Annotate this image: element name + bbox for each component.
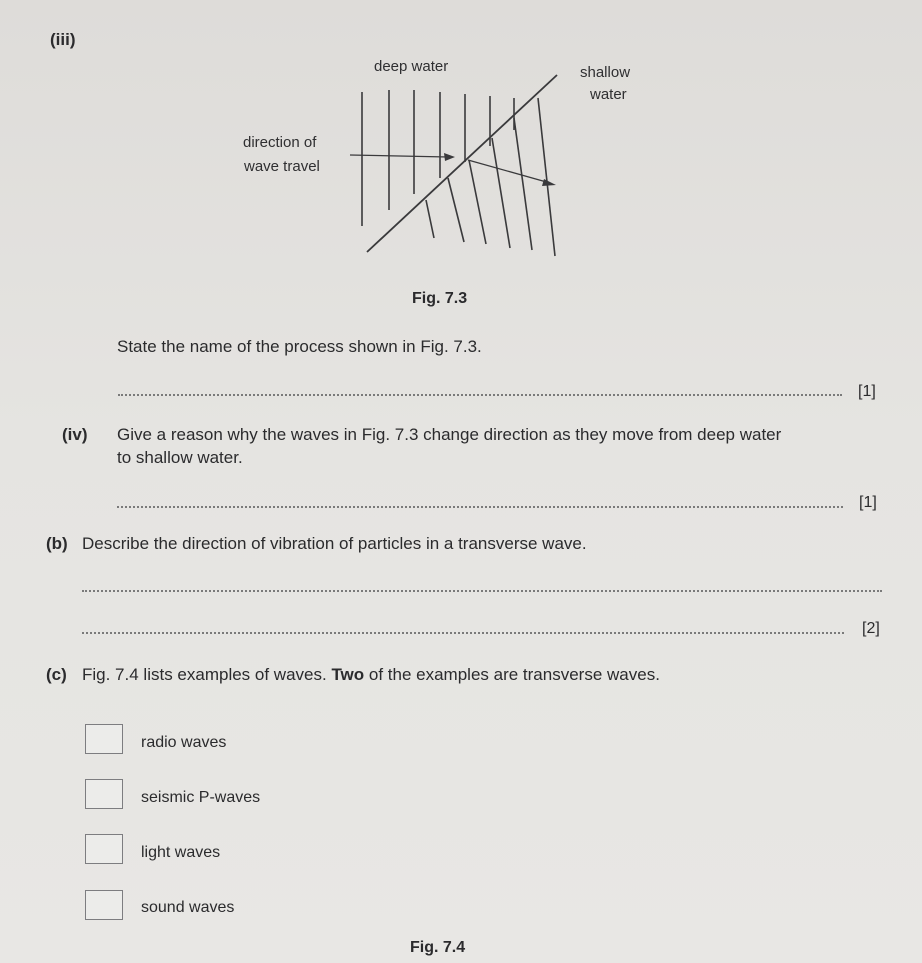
wavefront-shallow-1: [426, 200, 434, 238]
ray-refracted: [468, 160, 550, 183]
marks-iv: [1]: [859, 494, 877, 511]
label-direction-line2: wave travel: [244, 158, 320, 175]
arrowhead-shallow: [542, 179, 556, 186]
marks-iii: [1]: [858, 383, 876, 400]
question-number-iv: (iv): [62, 425, 88, 444]
question-iii-prompt: State the name of the process shown in Fig. 7.3.: [117, 337, 482, 356]
label-deep-water: deep water: [374, 58, 449, 75]
question-iv-prompt-line1: Give a reason why the waves in Fig. 7.3 change direction as they move from deep water: [117, 425, 782, 444]
label-direction-line1: direction of: [243, 134, 317, 151]
question-iv-prompt-line2: to shallow water.: [117, 448, 243, 467]
arrowhead-deep: [444, 153, 455, 161]
label-shallow-line2: water: [590, 86, 627, 103]
checkbox-radio-waves[interactable]: [85, 724, 123, 754]
wavefront-shallow-5: [514, 118, 532, 250]
option-label-sound-waves: sound waves: [141, 899, 235, 916]
checkbox-light-waves[interactable]: [85, 834, 123, 864]
question-c-prompt-after: of the examples are transverse waves.: [364, 665, 660, 684]
fig-7-4-caption: Fig. 7.4: [410, 939, 466, 956]
question-number-iii: (iii): [50, 30, 76, 49]
question-c-prompt-bold: Two: [331, 665, 365, 684]
checkbox-seismic-p-waves[interactable]: [85, 779, 123, 809]
ray-incident: [350, 155, 448, 157]
answer-line-b-2[interactable]: [82, 632, 844, 634]
wavefront-shallow-3: [469, 160, 486, 244]
option-label-light-waves: light waves: [141, 844, 221, 861]
option-label-radio-waves: radio waves: [141, 734, 227, 751]
fig-7-3-caption: Fig. 7.3: [412, 290, 468, 307]
question-number-c: (c): [46, 665, 67, 684]
checkbox-sound-waves[interactable]: [85, 890, 123, 920]
option-label-seismic-p-waves: seismic P-waves: [141, 789, 261, 806]
marks-b: [2]: [862, 620, 880, 637]
label-shallow-line1: shallow: [580, 64, 631, 81]
question-b-prompt: Describe the direction of vibration of particles in a transverse wave.: [82, 534, 587, 553]
question-c-prompt: [82, 664, 660, 686]
answer-line-b-1[interactable]: [82, 590, 882, 592]
wavefront-shallow-4: [492, 138, 510, 248]
answer-line-iv[interactable]: [117, 506, 843, 508]
wavefront-shallow-6: [538, 98, 555, 256]
wavefront-shallow-2: [448, 178, 464, 242]
answer-line-iii[interactable]: [118, 394, 842, 396]
question-c-prompt-before: Fig. 7.4 lists examples of waves.: [82, 665, 332, 684]
question-number-b: (b): [46, 534, 68, 553]
